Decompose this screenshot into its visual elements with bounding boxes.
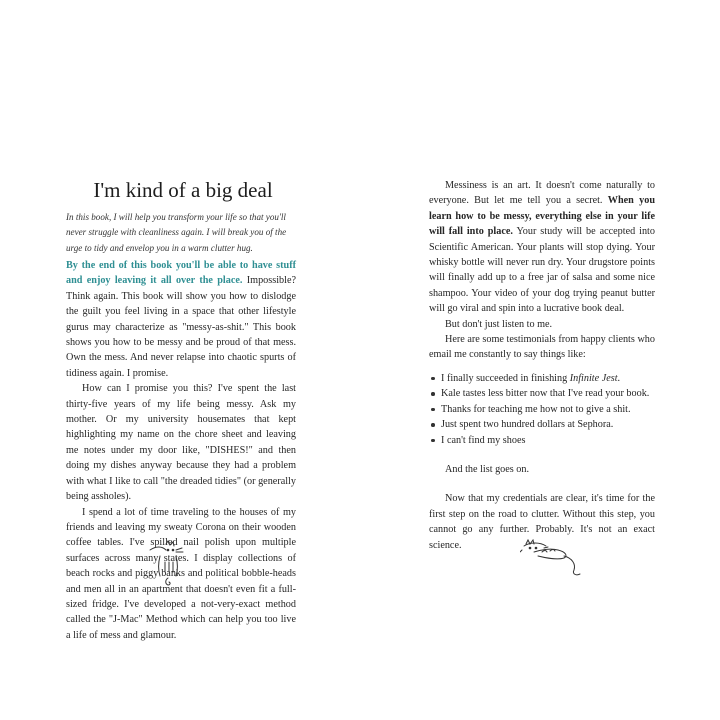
testimonial-item: Thanks for teaching me how not to give a shit. (429, 402, 655, 417)
right-page (360, 0, 720, 720)
cat-doodle-icon (146, 540, 188, 588)
bold-secret: When you learn how to be messy, everything else in your life will fall into place. (429, 195, 655, 238)
left-paragraph-2: How can I promise you this? I've spent the last thirty-five years of my life being messy. Ask my mother. Or my university housemates that kept highlighting my name on the chore sheet and leaving me notes under my door like, "DISHES!" and then doing my dishes anyway because they had a problem with what I like to call "the dreaded tidies" (or generally being assholes). (66, 383, 296, 503)
testimonial-list (429, 371, 655, 448)
right-paragraph-4: And the list goes on. (445, 463, 530, 475)
testimonial-punct: . (617, 372, 621, 384)
right-paragraph-1-end: Your study will be accepted into Scientific American. Your plants will stop dying. Your whisky bottle will never run dry. Your drugstore points will finally add up to a free jar of salsa and some nice shampoo. Your video of your dog trying peanut butter will go viral and spin into a lucrative book deal. (429, 226, 655, 315)
highlight-text: By the end of this book you'll be able to have stuff and enjoy leaving it all over the place. (66, 260, 296, 287)
left-paragraph-3: I spend a lot of time traveling to the houses of my friends and leaving my sweaty Corona on their wooden coffee tables. I've spilled nail polish upon multiple surfaces across many states. I display collections of beach rocks and piggy banks and political bobble-heads and men all in an apartment that doesn't even fit a full-sized fridge. I've developed a not-very-exact method called the "J-Mac" Method which can help you too live a life of mess and glamour. (66, 506, 296, 641)
book-title: Infinite Jest (569, 372, 618, 384)
left-paragraph-1 (66, 258, 296, 381)
testimonial-item: Kale tastes less bitter now that I've read your book. (429, 386, 655, 401)
right-paragraph-5: Now that my credentials are clear, it's time for the first step on the road to clutter. Without this step, you cannot go any further. Probably. It's not an exact science. (429, 493, 655, 551)
testimonial-item: I can't find my shoes (429, 433, 655, 448)
testimonial-text: I finally succeeded in finishing (441, 372, 570, 384)
right-paragraph-2: But don't just listen to me. (445, 318, 553, 330)
testimonial-item: Just spent two hundred dollars at Sephora. (429, 417, 655, 432)
chapter-title: I'm kind of a big deal (93, 178, 273, 202)
right-paragraph-1-start: Messiness is an art. It doesn't come naturally to everyone. But let me tell you a secret. (429, 180, 655, 207)
chapter-intro: In this book, I will help you transform your life so that you'll never struggle with cleanliness again. I will break you of the urge to tidy and envelop you in a warm clutter hug. (66, 212, 287, 253)
left-paragraph-1-rest: Impossible? Think again. This book will show you how to dislodge the guilt you feel living in a space that other lifestyle gurus may characterize as "messy-as-shit." This book shows you how to be messy and be proud of that mess. Own the mess. And never relapse into chaotic spurts of tidiness again. I promise. (66, 275, 297, 379)
testimonial-item (429, 371, 655, 386)
right-paragraph-3: Here are some testimonials from happy clients who email me constantly to say things like: (429, 334, 655, 361)
right-body (429, 178, 655, 553)
right-paragraph-1 (429, 178, 655, 317)
cat-sleeping-doodle-icon (520, 534, 584, 578)
